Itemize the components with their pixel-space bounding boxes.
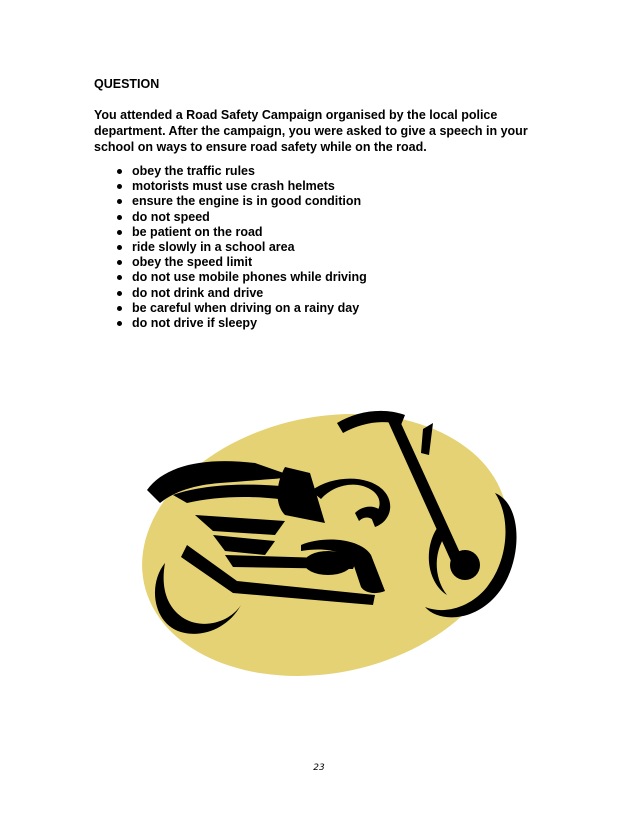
bullet-icon [117,321,122,326]
bullet-icon [117,260,122,265]
bullet-icon [117,215,122,220]
question-heading: QUESTION [94,77,160,91]
list-item [94,179,367,194]
list-item-text: do not drink and drive [132,285,264,300]
list-item-text: ride slowly in a school area [132,239,295,254]
list-item-text: obey the traffic rules [132,164,255,178]
list-item [94,164,367,179]
bullet-icon [117,199,122,204]
list-item-text: motorists must use crash helmets [132,179,335,194]
list-item [94,240,367,255]
list-item [94,286,367,301]
page-number: 23 [313,763,325,773]
list-item [94,270,367,285]
list-item-text: do not use mobile phones while driving [132,270,367,285]
list-item [94,255,367,270]
bullet-icon [117,169,122,174]
bullet-icon [117,291,122,296]
list-item [94,194,367,209]
bullet-icon [117,306,122,311]
motorcycle-illustration [125,395,530,685]
bullet-icon [117,275,122,280]
list-item-text: be careful when driving on a rainy day [132,300,360,315]
list-item [94,210,367,225]
list-item [94,316,367,331]
list-item-text: do not speed [132,209,210,224]
list-item-text: obey the speed limit [132,255,253,270]
bullet-icon [117,245,122,250]
list-item-text: ensure the engine is in good condition [132,194,362,209]
bullet-icon [117,230,122,235]
list-item-text: do not drive if sleepy [132,315,258,330]
list-item-text: be patient on the road [132,224,263,239]
question-prompt: You attended a Road Safety Campaign organised by the local police department. After the campaign, you were asked to give a speech in your school on ways to ensure road safety while on the road. [94,108,528,154]
safety-tips-list [94,164,367,331]
list-item [94,225,367,240]
bullet-icon [117,184,122,189]
list-item [94,301,367,316]
